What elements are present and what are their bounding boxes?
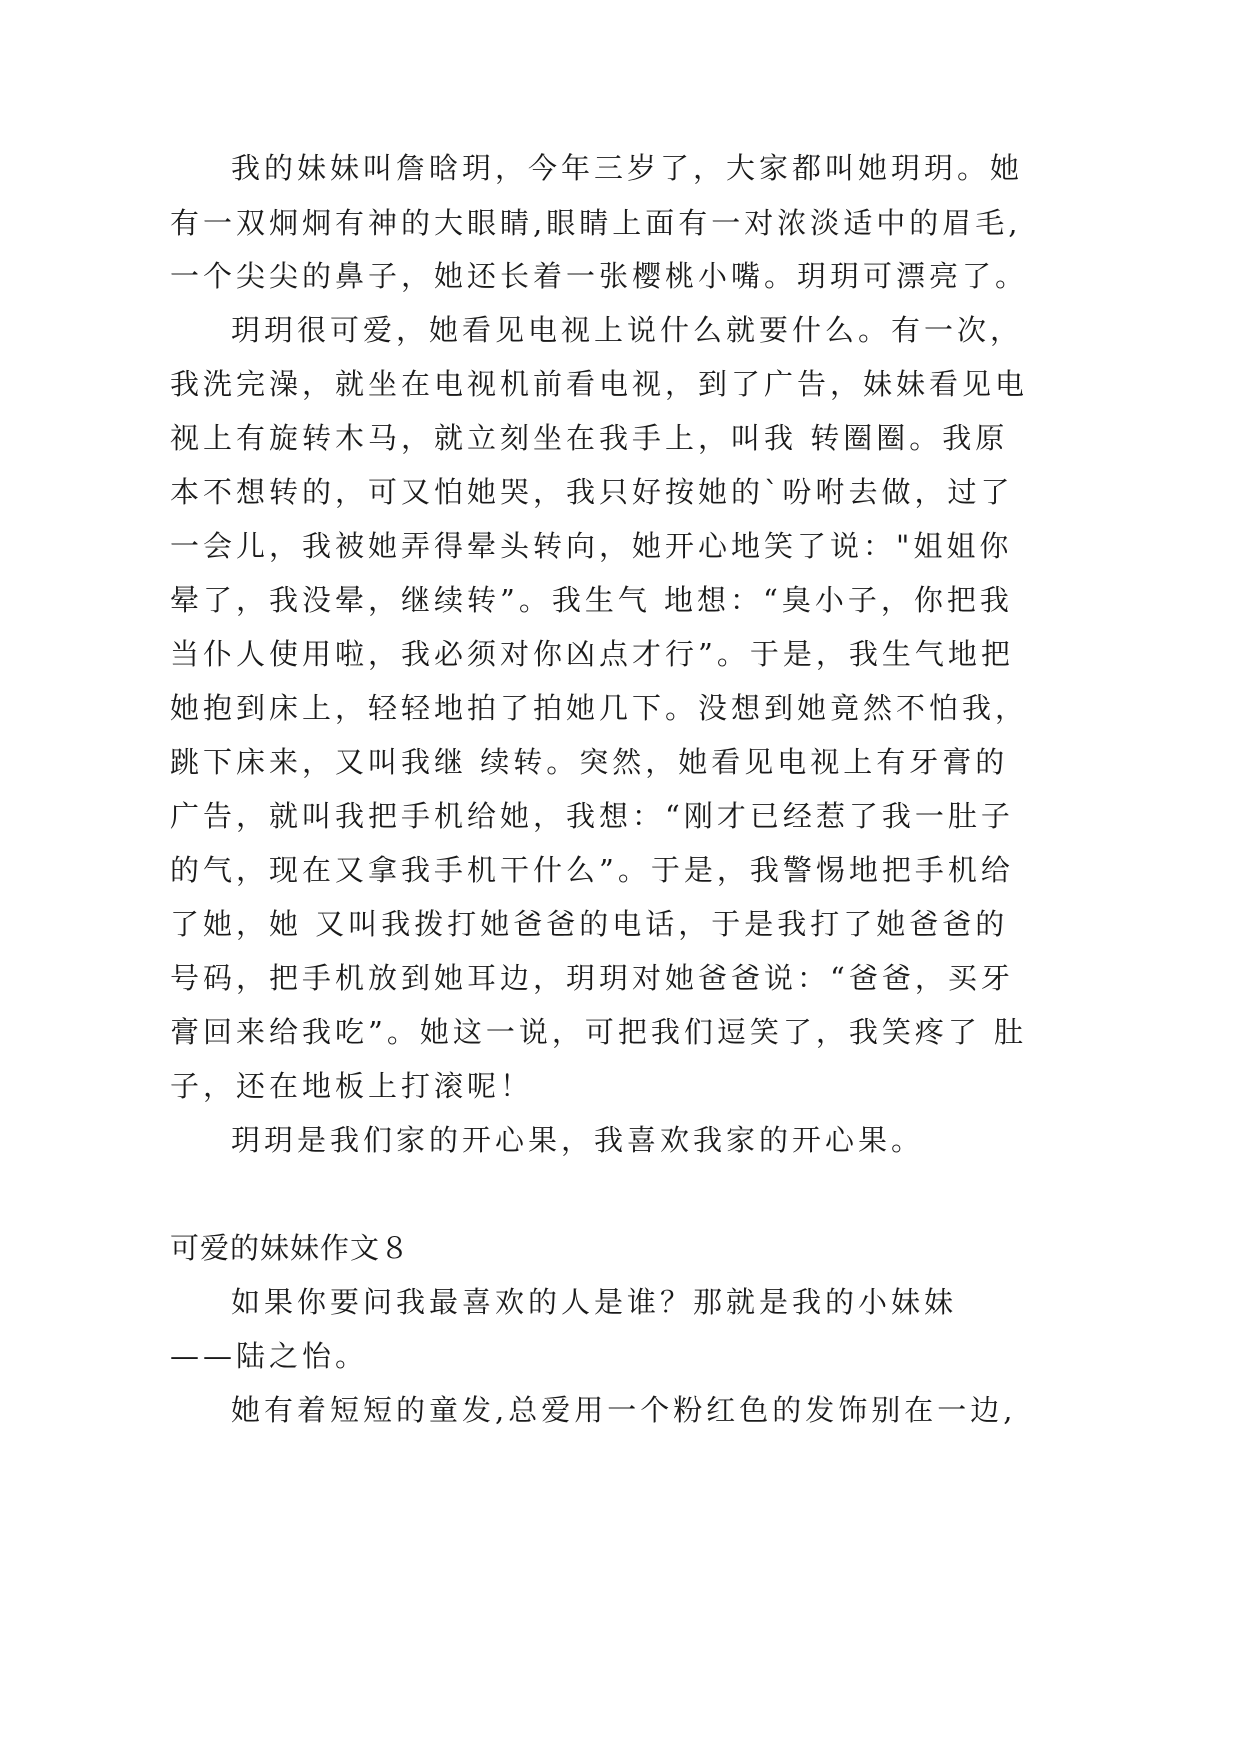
paragraph-2-line-13: 号码，把手机放到她耳边，玥玥对她爸爸说：“爸爸，买牙 [170, 961, 1014, 995]
paragraph-2-line-14: 膏回来给我吃”。她这一说，可把我们逗笑了，我笑疼了 肚 [170, 1015, 1028, 1049]
paragraph-2-line-6: 晕了，我没晕，继续转”。我生气 地想：“臭小子，你把我 [170, 583, 1013, 617]
paragraph-2-line-12: 了她，她 又叫我拨打她爸爸的电话，于是我打了她爸爸的 [170, 907, 1009, 941]
paragraph-2-line-9: 跳下床来，又叫我继 续转。突然，她看见电视上有牙膏的 [170, 745, 1009, 779]
paragraph-4-line-2: ——陆之怡。 [170, 1339, 369, 1373]
paragraph-2-line-2: 我洗完澡，就坐在电视机前看电视，到了广告，妹妹看见电 [170, 367, 1029, 401]
paragraph-1-line-3: 一个尖尖的鼻子，她还长着一张樱桃小嘴。玥玥可漂亮了。 [170, 259, 1029, 293]
paragraph-2-line-4: 本不想转的，可又怕她哭，我只好按她的`吩咐去做，过了 [170, 475, 1014, 509]
paragraph-2-line-15: 子，还在地板上打滚呢！ [170, 1069, 534, 1103]
paragraph-2-line-8: 她抱到床上，轻轻地拍了拍她几下。没想到她竟然不怕我， [170, 691, 1029, 725]
paragraph-1-line-2: 有一双炯炯有神的大眼睛,眼睛上面有一对浓淡适中的眉毛, [170, 206, 1022, 240]
paragraph-1-line-1: 我的妹妹叫詹晗玥，今年三岁了，大家都叫她玥玥。她 [231, 151, 1024, 185]
paragraph-2-line-5: 一会儿，我被她弄得晕头转向，她开心地笑了说："姐姐你 [170, 529, 1013, 563]
paragraph-4-line-1: 如果你要问我最喜欢的人是谁？那就是我的小妹妹 [231, 1285, 958, 1319]
paragraph-2-line-7: 当仆人使用啦，我必须对你凶点才行”。于是，我生气地把 [170, 637, 1014, 671]
paragraph-3-line-1: 玥玥是我们家的开心果，我喜欢我家的开心果。 [231, 1123, 925, 1157]
paragraph-2-line-11: 的气，现在又拿我手机干什么”。于是，我警惕地把手机给 [170, 853, 1014, 887]
paragraph-5-line-1: 她有着短短的童发,总爱用一个粉红色的发饰别在一边, [231, 1393, 1017, 1427]
paragraph-2-line-10: 广告，就叫我把手机给她，我想：“刚才已经惹了我一肚子 [170, 799, 1014, 833]
section-heading: 可爱的妹妹作文８ [170, 1231, 411, 1265]
paragraph-2-line-1: 玥玥很可爱，她看见电视上说什么就要什么。有一次， [231, 313, 1024, 347]
paragraph-2-line-3: 视上有旋转木马，就立刻坐在我手上，叫我 转圈圈。我原 [170, 421, 1009, 455]
